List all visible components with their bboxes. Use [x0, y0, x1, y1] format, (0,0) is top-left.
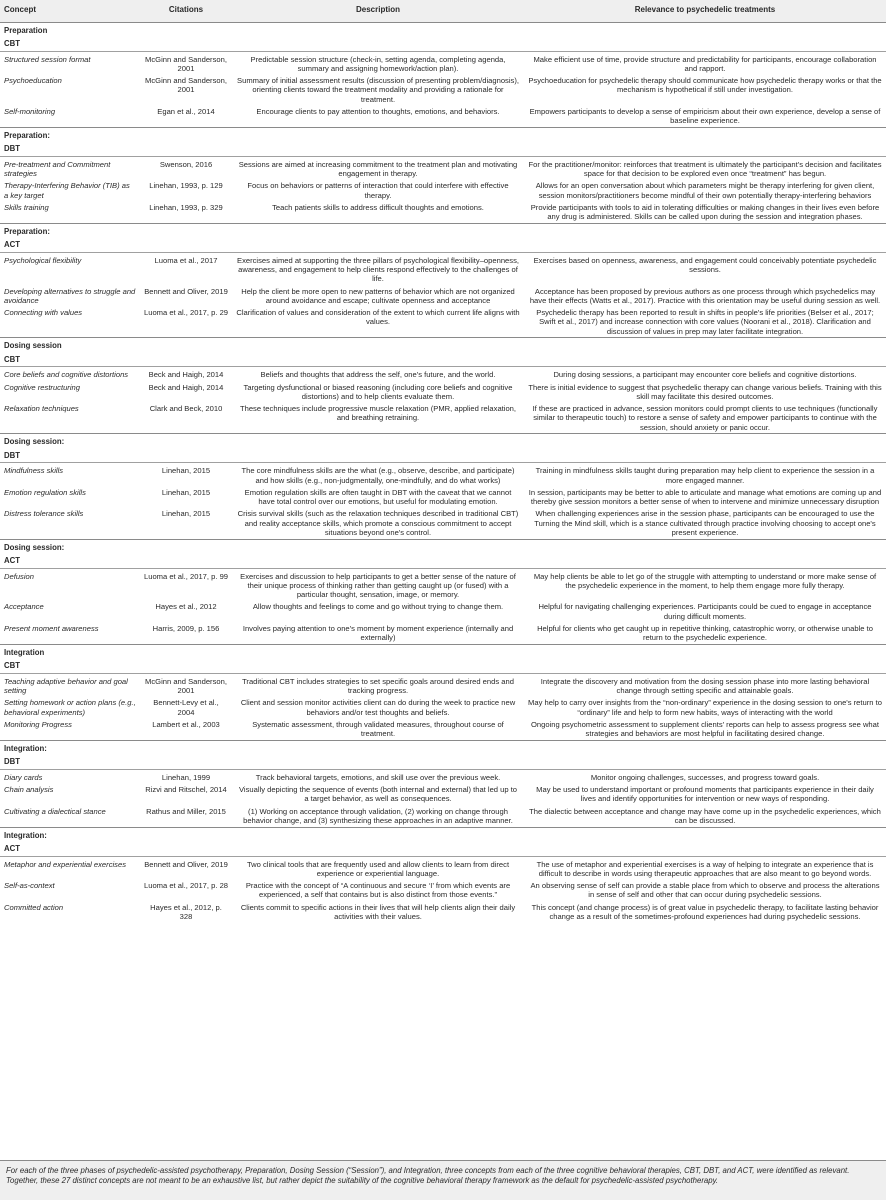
description-cell: Focus on behaviors or patterns of interaction that could interfere with effective therapy. — [247, 181, 509, 200]
relevance-cell: Integrate the discovery and motivation from the dosing session phase into more lasting behavioral change through setting specific and attainable goals. — [540, 676, 870, 695]
description-cell: Predictable session structure (check-in, setting agenda, completing agenda, summary and assigning homework/action plan). — [250, 54, 506, 73]
description-cell: Targeting dysfunctional or biased reasoning (including core beliefs and cognitive distortions) and to help clients evaluate them. — [243, 382, 513, 401]
citation-cell: McGinn and Sanderson, 2001 — [145, 76, 227, 95]
relevance-cell: The dialectic between acceptance and change may have come up in the psychedelic experiences, which can be discussed. — [529, 806, 881, 825]
phase-label: Preparation: — [0, 223, 886, 238]
relevance-cell: Psychoeducation for psychedelic therapy should communicate how psychedelic therapy works or that the mechanism is hypothetical if still under investigation. — [528, 76, 882, 95]
phase-label: Integration: — [0, 827, 886, 842]
description-cell: Help the client be more open to new patterns of behavior which are not organized around avoidance and escape; cultivate openness and acceptance — [241, 286, 515, 305]
relevance-cell: Allows for an open conversation about which parameters might be therapy interfering for given client, session monitors/practitioners become mindful of their own potentially therapy-interfering behaviors — [535, 181, 875, 200]
therapy-label: DBT — [0, 142, 886, 156]
concept-cell: Committed action — [4, 902, 64, 912]
description-cell: Crisis survival skills (such as the relaxation techniques described in traditional CBT) and reality acceptance skills, which promote a conscious commitment to accept situations beyond one's control. — [237, 509, 519, 537]
header-citations: Citations — [140, 0, 232, 22]
citation-cell: Linehan, 1999 — [161, 772, 211, 782]
relevance-cell: Acceptance has been proposed by previous authors as one process through which psychedelics may have their effects (Watts et al., 2017). Practice with this orientation may be useful during session as well. — [529, 286, 881, 305]
relevance-cell: For the practitioner/monitor: reinforces that treatment is ultimately the participant's decision and facilitates space for that decision to be explored even once “treatment” has begun. — [528, 159, 882, 178]
table-footnote: For each of the three phases of psychedelic-assisted psychotherapy, Preparation, Dosing Session (“Session”), and Integration, three concepts from each of the three cognitive behavioral therapies, CBT, DBT, and ACT, were identified as relevant. Together, these 27 distinct concepts are not meant to be an exhaustive list, but rather depict the suitability of the cognitive behavioral therapy framework as the default for psychedelic-assisted psychotherapy. — [0, 1160, 886, 1200]
therapy-row — [0, 755, 886, 769]
table-row — [0, 805, 886, 827]
description-cell: Client and session monitor activities client can do during the week to practice new behaviors and/or test thoughts and beliefs. — [240, 698, 516, 717]
citation-cell: McGinn and Sanderson, 2001 — [145, 54, 227, 73]
citation-cell: Luoma et al., 2017, p. 29 — [144, 308, 229, 317]
therapy-row — [0, 142, 886, 156]
description-cell: Involves paying attention to one's moment by moment experience (internally and externally) — [242, 623, 514, 642]
table-row — [0, 285, 886, 307]
table-row — [0, 673, 886, 697]
citation-cell: Bennett and Oliver, 2019 — [144, 286, 228, 296]
citation-cell: Bennett and Oliver, 2019 — [144, 859, 228, 869]
table-row — [0, 486, 886, 508]
citation-cell: Rizvi and Ritschel, 2014 — [145, 785, 227, 794]
citation-cell: Luoma et al., 2017, p. 28 — [144, 881, 229, 890]
citation-cell: Beck and Haigh, 2014 — [148, 370, 224, 380]
table-row — [0, 367, 886, 381]
citation-cell: Hayes et al., 2012 — [155, 602, 217, 612]
citation-cell: Hayes et al., 2012, p. 328 — [150, 902, 222, 921]
relevance-cell: Make efficient use of time, provide structure and predictability for participants, encourage collaboration and rapport. — [533, 54, 877, 73]
description-cell: Allow thoughts and feelings to come and go without trying to change them. — [252, 602, 504, 612]
concept-cell: Psychoeducation — [4, 76, 62, 85]
therapy-label: CBT — [0, 659, 886, 673]
concept-cell: Defusion — [4, 571, 34, 581]
table-row — [0, 508, 886, 539]
therapy-label: ACT — [0, 554, 886, 568]
relevance-cell: Monitor ongoing challenges, successes, and progress toward goals. — [590, 772, 820, 782]
phase-row — [0, 338, 886, 353]
therapy-label: DBT — [0, 449, 886, 463]
citation-cell: Linehan, 2015 — [161, 466, 211, 476]
concept-cell: Present moment awareness — [4, 623, 99, 633]
table-row — [0, 156, 886, 180]
concept-cell: Teaching adaptive behavior and goal setting — [4, 676, 128, 695]
therapy-label: CBT — [0, 353, 886, 367]
table-row — [0, 51, 886, 75]
table-row — [0, 718, 886, 740]
relevance-cell: This concept (and change process) is of great value in psychedelic therapy, to facilitate lasting behavior change as a result of the sometimes-profound experiences had during psychedelic sessions. — [531, 902, 879, 921]
citation-cell: Luoma et al., 2017 — [154, 255, 218, 265]
phase-label: Integration — [0, 644, 886, 659]
therapy-row — [0, 554, 886, 568]
phase-row — [0, 127, 886, 142]
citation-cell: Bennett-Levy et al., 2004 — [153, 698, 219, 717]
concept-cell: Mindfulness skills — [4, 466, 64, 476]
table-row — [0, 75, 886, 106]
citation-cell: McGinn and Sanderson, 2001 — [145, 676, 227, 695]
table-row — [0, 307, 886, 338]
concept-cell: Acceptance — [4, 602, 44, 612]
table-row — [0, 180, 886, 202]
table-row — [0, 856, 886, 880]
concept-cell: Psychological flexibility — [4, 255, 82, 265]
phase-row — [0, 434, 886, 449]
citation-cell: Luoma et al., 2017, p. 99 — [144, 571, 229, 581]
therapy-row — [0, 238, 886, 252]
table-row — [0, 622, 886, 644]
concept-cell: Developing alternatives to struggle and avoidance — [4, 286, 136, 305]
description-cell: Beliefs and thoughts that address the self, one's future, and the world. — [260, 370, 496, 380]
table-row — [0, 463, 886, 487]
concept-cell: Skills training — [4, 202, 49, 212]
relevance-cell: An observing sense of self can provide a stable place from which to observe and process the alterations in sense of self and other that can occur during psychedelic sessions. — [530, 881, 880, 900]
citation-cell: Linehan, 1993, p. 329 — [149, 202, 223, 212]
table-row — [0, 105, 886, 127]
concept-cell: Structured session format — [4, 54, 91, 64]
citation-cell: Swenson, 2016 — [159, 159, 213, 169]
table-row — [0, 381, 886, 403]
phase-row — [0, 644, 886, 659]
description-cell: The core mindfulness skills are the what (e.g., observe, describe, and participate) and how skills (e.g., non-judgmentally, one-mindfully, and do what works) — [241, 466, 515, 485]
citation-cell: Linehan, 2015 — [161, 509, 211, 519]
description-cell: Teach patients skills to address difficult thoughts and emotions. — [272, 202, 484, 212]
relevance-cell: Provide participants with tools to aid in tolerating difficulties or making changes in their lives even before any drug is administered. Skills can be called upon during the session and integration phases. — [530, 202, 880, 221]
relevance-cell: Exercises based on openness, awareness, and engagement could conceivably potentiate psychedelic sessions. — [533, 255, 877, 274]
description-cell: Track behavioral targets, emotions, and skill use over the previous week. — [255, 772, 501, 782]
phase-row — [0, 539, 886, 554]
table-row — [0, 769, 886, 783]
concept-cell: Metaphor and experiential exercises — [4, 859, 126, 869]
concept-cell: Core beliefs and cognitive distortions — [4, 370, 129, 380]
table-row — [0, 880, 886, 902]
description-cell: Exercises and discussion to help participants to get a better sense of the nature of their unique process of thinking rather than getting caught up (or fused) with a particular thought, sensation, image, or memory. — [240, 571, 516, 599]
relevance-cell: There is initial evidence to suggest that psychedelic therapy can change various beliefs. Training with this skill may facilitate this desired outcomes. — [528, 382, 882, 401]
description-cell: Two clinical tools that are frequently used and allow clients to learn from direct experience or experiential language. — [246, 859, 510, 878]
therapy-label: CBT — [0, 37, 886, 51]
concept-cell: Distress tolerance skills — [4, 509, 84, 519]
phase-label: Integration: — [0, 740, 886, 755]
phase-label: Dosing session: — [0, 434, 886, 449]
table-row — [0, 901, 886, 923]
relevance-cell: May help clients be able to let go of the struggle with attempting to understand or more make sense of the psychedelic experience in the moment, to help them engage more fully therapy. — [533, 571, 877, 590]
concept-cell: Diary cards — [4, 772, 43, 782]
table-body — [0, 22, 886, 923]
concept-cell: Emotion regulation skills — [4, 487, 86, 497]
citation-cell: Egan et al., 2014 — [157, 106, 215, 116]
table-row — [0, 252, 886, 285]
citation-cell: Linehan, 1993, p. 129 — [149, 181, 223, 191]
relevance-cell: Training in mindfulness skills taught during preparation may help client to experience the session in a more engaged manner. — [535, 466, 875, 485]
relevance-cell: Empowers participants to develop a sense of empiricism about their own experience, develop a sense of baseline experience. — [529, 106, 881, 125]
therapy-label: ACT — [0, 842, 886, 856]
relevance-cell: During dosing sessions, a participant may encounter core beliefs and cognitive distortions. — [553, 370, 857, 380]
description-cell: Visually depicting the sequence of events (both internal and external) that led up to a target behavior, as well as consequences. — [238, 785, 518, 804]
therapy-label: ACT — [0, 238, 886, 252]
therapy-row — [0, 37, 886, 51]
citation-cell: Rathus and Miller, 2015 — [146, 806, 226, 816]
concept-cell: Cognitive restructuring — [4, 382, 80, 392]
phase-label: Dosing session — [0, 338, 886, 353]
table-header — [0, 0, 886, 22]
header-description: Description — [232, 0, 524, 22]
phase-row — [0, 22, 886, 37]
phase-label: Preparation — [4, 25, 48, 35]
relevance-cell: Ongoing psychometric assessment to supplement clients' reports can help to assess progress see what strategies and behaviors are most helpful in facilitating desired change. — [531, 719, 879, 738]
citation-cell: Harris, 2009, p. 156 — [152, 623, 220, 633]
table-row — [0, 697, 886, 719]
concept-cell: Self-as-context — [4, 881, 55, 890]
concept-cell: Cultivating a dialectical stance — [4, 806, 106, 816]
relevance-cell: Helpful for navigating challenging experiences. Participants could be cued to engage in acceptance during difficult moments. — [538, 602, 872, 621]
therapy-label: DBT — [0, 755, 886, 769]
phase-label: Dosing session: — [0, 539, 886, 554]
phase-row — [0, 223, 886, 238]
table-row — [0, 784, 886, 806]
therapy-row — [0, 449, 886, 463]
citation-cell: Lambert et al., 2003 — [152, 719, 220, 729]
description-cell: Practice with the concept of “A continuous and secure ‘I’ from which events are experienced, a self that contains but is also distinct from those events.” — [245, 881, 511, 900]
table-row — [0, 403, 886, 434]
description-cell: Clients commit to specific actions in their lives that will help clients align their daily activities with their values. — [240, 902, 516, 921]
citation-cell: Clark and Beck, 2010 — [149, 404, 223, 413]
relevance-cell: Helpful for clients who get caught up in repetitive thinking, catastrophic worry, or otherwise unable to return to the psychedelic experience. — [537, 623, 873, 642]
concept-cell: Pre-treatment and Commitment strategies — [4, 159, 111, 178]
concept-cell: Monitoring Progress — [4, 719, 72, 729]
relevance-cell: The use of metaphor and experiential exercises is a way of helping to integrate an experience that is difficult to describe in words using therapeutic approaches that are also meant to go beyond words. — [536, 859, 874, 878]
description-cell: Systematic assessment, through validated measures, throughout course of treatment. — [252, 719, 504, 738]
description-cell: Emotion regulation skills are often taught in DBT with the caveat that we cannot have total control over our emotions, but useful for modulating emotion. — [244, 487, 512, 506]
header-relevance: Relevance to psychedelic treatments — [524, 0, 886, 22]
description-cell: Clarification of values and consideration of the extent to which current life aligns with values. — [236, 308, 520, 327]
description-cell: Summary of initial assessment results (discussion of presenting problem/diagnosis), orienting clients toward the treatment modality and providing a rationale for treatment. — [237, 76, 519, 104]
concept-cell: Connecting with values — [4, 308, 83, 317]
concept-cell: Self-monitoring — [4, 106, 56, 116]
table-row — [0, 601, 886, 623]
citation-cell: Linehan, 2015 — [161, 487, 211, 497]
relevance-cell: May help to carry over insights from the “non-ordinary” experience in the dosing session to one's return to “ordinary” life and help to form new habits, ways of interacting with the world — [528, 698, 882, 717]
description-cell: These techniques include progressive muscle relaxation (PMR, applied relaxation, and breathing retraining. — [239, 404, 517, 423]
relevance-cell: Psychedelic therapy has been reported to result in shifts in people's life priorities (Belser et al., 2017; Swift et al., 2017) and increase connection with core values (Noorani et al., 2018). Clarification and discussion of values in prep may later facilitate integration. — [536, 308, 874, 336]
therapy-row — [0, 659, 886, 673]
phase-label: Preparation: — [0, 127, 886, 142]
relevance-cell: If these are practiced in advance, session monitors could prompt clients to use techniques (functionally similar to therapeutic touch) to restore a sense of safety and empower participants to continue with the session, should anxiety or panic occur. — [532, 404, 878, 432]
concept-cell: Setting homework or action plans (e.g., behavioral experiments) — [4, 698, 136, 717]
description-cell: (1) Working on acceptance through validation, (2) working on change through behavior change, and (3) synthesizing these approaches in an adaptive manner. — [243, 806, 513, 825]
concept-cell: Therapy-Interfering Behavior (TIB) as a key target — [4, 181, 130, 200]
citation-cell: Beck and Haigh, 2014 — [148, 382, 224, 392]
description-cell: Traditional CBT includes strategies to set specific goals around desired ends and tracking progress. — [242, 676, 514, 695]
description-cell: Exercises aimed at supporting the three pillars of psychological flexibility–openness, awareness, and engagement to help clients respond effectively to the challenges of life. — [237, 255, 519, 284]
table-row — [0, 568, 886, 601]
table-row — [0, 201, 886, 223]
description-cell: Encourage clients to pay attention to thoughts, emotions, and behaviors. — [256, 106, 500, 116]
relevance-cell: In session, participants may be better to able to articulate and manage what emotions are coming up and thereby give session monitors a better sense of when to intervene and minimize unnecessary disruption — [528, 487, 882, 506]
phase-row — [0, 740, 886, 755]
concept-cell: Chain analysis — [4, 785, 54, 794]
relevance-cell: When challenging experiences arise in the session phase, participants can be encouraged to use the Turning the Mind skill, which is a stance cultivated through practice involving choosing to accept one's present experience. — [534, 509, 876, 537]
therapy-row — [0, 353, 886, 367]
phase-row — [0, 827, 886, 842]
concept-cell: Relaxation techniques — [4, 404, 79, 413]
relevance-cell: May be used to understand important or profound moments that participants experience in their daily lives and identify opportunities for intervention or new ways of responding. — [536, 785, 874, 804]
therapy-row — [0, 842, 886, 856]
header-concept: Concept — [0, 0, 140, 22]
description-cell: Sessions are aimed at increasing commitment to the treatment plan and motivating engagement in therapy. — [238, 159, 518, 178]
